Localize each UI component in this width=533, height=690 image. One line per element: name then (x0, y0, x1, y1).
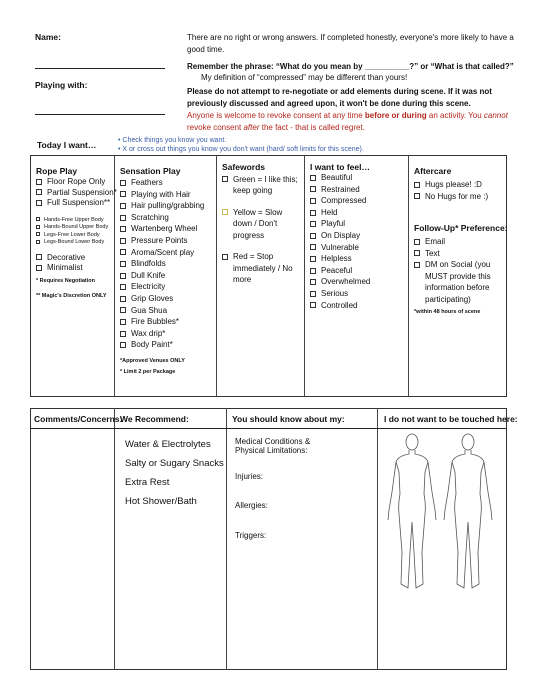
aftercare-title: Aftercare (414, 166, 452, 176)
today-hints: • Check things you know you want. • X or cross out things you know you don't want (hard/ soft limits for this scene). (118, 137, 364, 153)
sensation-note-2: * Limit 2 per Package (120, 368, 176, 375)
feel-option[interactable]: Vulnerable (310, 242, 370, 254)
checkbox[interactable] (120, 284, 126, 290)
sensation-option[interactable]: Aroma/Scent play (120, 247, 204, 259)
sensation-option[interactable]: Feathers (120, 177, 204, 189)
body-outline-diagram[interactable] (382, 432, 502, 597)
rope-note-1: * Requires Negotiation (36, 277, 95, 284)
revoke-text: Anyone is welcome to revoke consent at any time before or during an activity. You cannot revoke consent after the fact - that is called regret. (187, 111, 508, 132)
followup-option[interactable]: Text (414, 248, 508, 260)
safewords-title: Safewords (222, 162, 265, 172)
playing-with-label: Playing with: (35, 80, 88, 90)
sensation-play-title: Sensation Play (120, 166, 181, 176)
checkbox[interactable] (310, 233, 316, 239)
checkbox[interactable] (120, 319, 126, 325)
intro-text: There are no right or wrong answers. If completed honestly, everyone's more likely to have a good time. (187, 33, 514, 54)
checkbox[interactable] (120, 307, 126, 313)
feel-option[interactable]: Serious (310, 288, 370, 300)
rope-option[interactable]: Full Suspension** (36, 198, 117, 209)
know-label: You should know about my: (232, 414, 345, 424)
checkbox[interactable] (120, 215, 126, 221)
checkbox[interactable] (310, 186, 316, 192)
rope-option[interactable]: Hands-Bound Upper Body (36, 224, 117, 232)
body-front-icon (388, 434, 436, 588)
aftercare-section: Aftercare Hugs please! :D No Hugs for me :) Follow-Up* Preference: Email Text DM on Social (you MUST provide this information before participating) *within 48 hours of scene (414, 166, 508, 315)
sensation-play-section (120, 166, 204, 375)
checkbox[interactable] (120, 261, 126, 267)
touch-label: I do not want to be touched here: (384, 414, 518, 424)
feel-option[interactable]: Compressed (310, 195, 370, 207)
feel-option[interactable]: Controlled (310, 300, 370, 312)
feel-option[interactable]: Helpless (310, 253, 370, 265)
rope-note-2: ** Magic's Discretion ONLY (36, 292, 107, 299)
sensation-option[interactable]: Wartenberg Wheel (120, 223, 204, 235)
checkbox[interactable] (120, 226, 126, 232)
feel-option[interactable]: Restrained (310, 184, 370, 196)
recommend-list: Water & Electrolytes Salty or Sugary Snacks Extra Rest Hot Shower/Bath (125, 439, 224, 507)
rope-option[interactable]: Hands-Free Upper Body (36, 217, 117, 225)
rope-option[interactable]: Floor Rope Only (36, 177, 117, 188)
rope-option[interactable]: Decorative (36, 253, 117, 264)
sensation-option[interactable]: Pressure Points (120, 235, 204, 247)
checkbox[interactable] (310, 279, 316, 285)
aftercare-option[interactable]: Hugs please! :D (414, 179, 508, 191)
rope-option[interactable]: Minimalist (36, 263, 117, 274)
safewords-section: Safewords Green = I like this; keep going Yellow = Slow down / Don't progress Red = Stop immediately / No more (222, 162, 298, 284)
checkbox[interactable] (310, 291, 316, 297)
medical-label: Medical Conditions & Physical Limitations: (235, 437, 311, 455)
comments-field[interactable] (31, 430, 113, 668)
checkbox[interactable] (310, 244, 316, 250)
sensation-option[interactable]: Grip Gloves (120, 293, 204, 305)
checkbox[interactable] (310, 221, 316, 227)
checkbox[interactable] (120, 180, 126, 186)
checkbox[interactable] (310, 268, 316, 274)
name-label: Name: (35, 32, 61, 42)
followup-option[interactable]: DM on Social (you (414, 259, 508, 271)
sensation-option[interactable]: Gua Shua (120, 305, 204, 317)
checkbox[interactable] (120, 191, 126, 197)
followup-note: *within 48 hours of scene (414, 309, 481, 315)
rope-play-title: Rope Play (36, 166, 78, 176)
playing-with-field-line[interactable] (35, 114, 165, 115)
body-back-icon (444, 434, 492, 588)
safeword-yellow[interactable]: Yellow = Slow (222, 207, 298, 219)
rope-play-section (36, 166, 117, 299)
feel-option[interactable]: Beautiful (310, 172, 370, 184)
sensation-option[interactable]: Scratching (120, 212, 204, 224)
sensation-option[interactable]: Playing with Hair (120, 189, 204, 201)
feel-option[interactable]: On Display (310, 230, 370, 242)
rope-option[interactable]: Legs-Bound Lower Body (36, 239, 117, 247)
allergies-label: Allergies: (235, 501, 268, 510)
checkbox[interactable] (310, 198, 316, 204)
sensation-option[interactable]: Dull Knife (120, 270, 204, 282)
safeword-red[interactable]: Red = Stop (222, 251, 298, 263)
triggers-label: Triggers: (235, 531, 267, 540)
feel-title: I want to feel… (310, 162, 370, 172)
feel-section (310, 162, 370, 311)
checkbox[interactable] (120, 249, 126, 255)
checkbox[interactable] (310, 175, 316, 181)
sensation-option[interactable]: Body Paint* (120, 339, 204, 351)
checkbox[interactable] (120, 273, 126, 279)
checkbox[interactable] (120, 296, 126, 302)
followup-title: Follow-Up* Preference: (414, 223, 508, 233)
followup-option[interactable]: Email (414, 236, 508, 248)
checkbox[interactable] (120, 342, 126, 348)
sensation-option[interactable]: Blindfolds (120, 258, 204, 270)
sensation-option[interactable]: Hair pulling/grabbing (120, 200, 204, 212)
comments-label: Comments/Concerns: (34, 414, 123, 424)
sensation-option[interactable]: Electricity (120, 281, 204, 293)
aftercare-option[interactable]: No Hugs for me :) (414, 191, 508, 203)
feel-option[interactable]: Held (310, 207, 370, 219)
phrase-text: Remember the phrase: “What do you mean by __________?” or “What is that called?” My definition of “compressed” may be different than yours! (187, 62, 514, 82)
feel-option[interactable]: Playful (310, 218, 370, 230)
name-field-line[interactable] (35, 68, 165, 69)
checkbox[interactable] (120, 203, 126, 209)
checkbox[interactable] (310, 302, 316, 308)
rope-option[interactable]: Legs-Free Lower Body (36, 232, 117, 240)
feel-option[interactable]: Overwhelmed (310, 276, 370, 288)
checkbox[interactable] (310, 210, 316, 216)
sensation-option[interactable]: Fire Bubbles* (120, 316, 204, 328)
safeword-green[interactable]: Green = I like this; (222, 174, 298, 186)
feel-option[interactable]: Peaceful (310, 265, 370, 277)
checkbox[interactable] (120, 331, 126, 337)
checkbox[interactable] (310, 256, 316, 262)
rope-option[interactable]: Partial Suspension* (36, 188, 117, 199)
today-label: Today I want… (37, 140, 97, 150)
sensation-option[interactable]: Wax drip* (120, 328, 204, 340)
renegotiate-text: Please do not attempt to re-negotiate or add elements during scene. If it was not previously discussed and agreed upon, it won't be done during this scene. (187, 87, 492, 108)
checkbox[interactable] (120, 238, 126, 244)
recommend-label: We Recommend: (120, 414, 189, 424)
sensation-note-1: *Approved Venues ONLY (120, 357, 185, 364)
injuries-label: Injuries: (235, 472, 264, 481)
